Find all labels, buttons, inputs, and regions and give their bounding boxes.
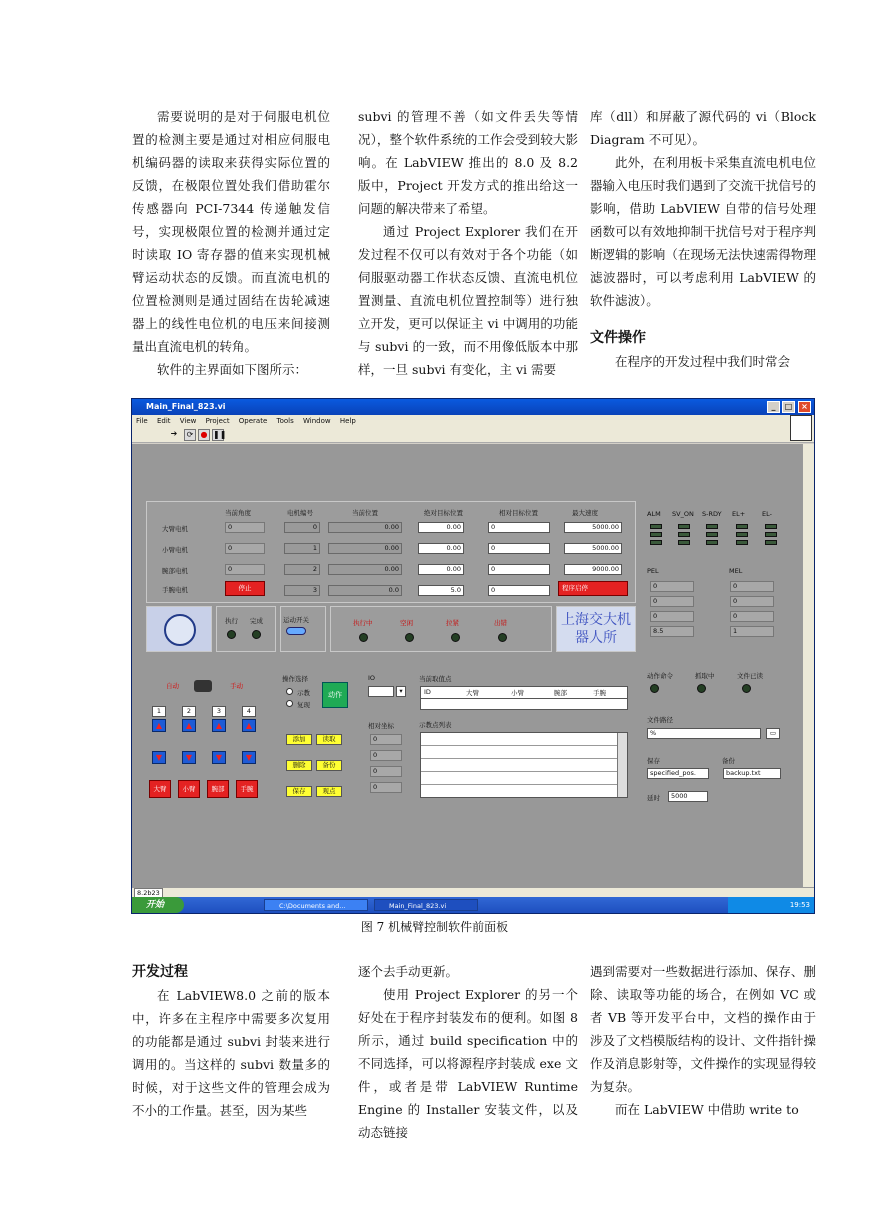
joint-down-button[interactable]: ▼ [182, 751, 196, 764]
text-column-2 [358, 105, 578, 381]
text-column-5 [358, 960, 578, 1144]
state-label: 出错 [494, 619, 507, 627]
joint-number: 4 [242, 706, 256, 717]
pel-field: 0 [650, 581, 694, 592]
motion-switch-toggle[interactable] [286, 627, 306, 635]
status-label: SV_ON [672, 510, 694, 518]
rel-coord-field: 0 [370, 782, 402, 793]
state-label: 拉紧 [446, 619, 459, 627]
col-header: 最大速度 [572, 509, 598, 517]
el-plus-led [736, 524, 748, 529]
figure-caption: 图 7 机械臂控制软件前面板 [360, 920, 509, 934]
joint-button[interactable]: 手腕 [236, 780, 258, 798]
text-column-4 [132, 960, 330, 1122]
joint-up-button[interactable]: ▲ [242, 719, 256, 732]
table-divider [421, 698, 627, 699]
menu-file[interactable]: File [136, 417, 148, 425]
position-field: 0.00 [328, 522, 402, 533]
abs-target-input[interactable]: 0.00 [418, 564, 464, 575]
paragraph: 在程序的开发过程中我们时常会 [615, 354, 791, 369]
joint-up-button[interactable]: ▲ [152, 719, 166, 732]
op-option: 复现 [297, 701, 310, 709]
list-scrollbar[interactable] [617, 733, 627, 797]
labview-window [131, 398, 815, 914]
section-heading: 开发过程 [132, 964, 188, 980]
text-column-6 [590, 960, 816, 1121]
menu-bar [132, 415, 814, 427]
menu-window[interactable]: Window [303, 417, 331, 425]
alm-led [650, 524, 662, 529]
state-box [330, 606, 552, 652]
pel-field: 0 [650, 596, 694, 607]
mel-field: 0 [730, 581, 774, 592]
vi-icon [790, 415, 812, 441]
joint-number: 3 [212, 706, 226, 717]
pause-icon[interactable]: ❚❚ [213, 430, 227, 439]
windows-taskbar [132, 897, 815, 913]
motor-id-field: 0 [284, 522, 320, 533]
exec-box [216, 606, 276, 652]
exec-label: 执行 [225, 617, 238, 625]
state-label: 执行中 [353, 619, 373, 627]
done-led [252, 630, 261, 639]
backup-file-label: 备份 [722, 757, 735, 765]
alm-led [650, 540, 662, 545]
motion-switch-label: 运动开关 [283, 616, 309, 624]
run-continuous-icon[interactable]: ⟳ [184, 429, 196, 441]
rel-target-input[interactable]: 0 [488, 564, 550, 575]
menu-help[interactable]: Help [339, 417, 356, 425]
mel-field: 0 [730, 611, 774, 622]
done-label: 完成 [250, 617, 263, 625]
el-minus-led [765, 532, 777, 537]
paragraph: 而在 LabVIEW 中借助 write to [615, 1102, 799, 1117]
paragraph: 通过 Project Explorer 我们在开发过程不仅可以有效对于各个功能（如伺服驱动器工作状态反馈、直流电机位置测量、直流电机位置控制等）进行独立开发，更可以保证主 vi 中调用的功能与 subvi 的一致，而不用像低版本中那样，一旦 subvi 有变化，主 vi 需要 [358, 224, 578, 377]
joint-down-button[interactable]: ▼ [242, 751, 256, 764]
joint-button[interactable]: 腕部 [207, 780, 229, 798]
paragraph: 在 LabVIEW8.0 之前的版本中，许多在主程序中需要多次复用的功能都是通过 subvi 封装来进行调用的。当这样的 subvi 数量多的时候，对于这些文件的管理会成为不小的工作量。甚至，因为某些 [132, 988, 330, 1118]
teach-list-label: 示教点列表 [419, 721, 452, 729]
col-header: 相对目标位置 [499, 509, 538, 517]
angle-field: 0 [225, 543, 265, 554]
joint-button[interactable]: 大臂 [149, 780, 171, 798]
joint-number: 1 [152, 706, 166, 717]
mel-field: 1 [730, 626, 774, 637]
file-path-input[interactable]: % [647, 728, 761, 739]
paragraph: 库（dll）和屏蔽了源代码的 vi（Block Diagram 不可见）。 [590, 109, 816, 147]
grabbing-led [697, 684, 706, 693]
sv-on-led [678, 540, 690, 545]
window-title: Main_Final_823.vi [146, 402, 226, 411]
el-minus-led [765, 540, 777, 545]
alm-led [650, 532, 662, 537]
io-dropdown-icon[interactable]: ▾ [396, 686, 406, 697]
el-minus-led [765, 524, 777, 529]
toolbar [132, 427, 814, 443]
teach-radio[interactable] [286, 688, 293, 695]
add-button[interactable]: 添加 [286, 734, 312, 745]
menu-view[interactable]: View [179, 417, 197, 425]
version-label: 8.2b23 [134, 888, 163, 899]
sv-on-led [678, 524, 690, 529]
col-header: 当前角度 [225, 509, 251, 517]
vertical-scrollbar[interactable] [802, 444, 814, 887]
taskbar-item[interactable]: C:\Documents and... [264, 899, 368, 911]
abs-target-input[interactable]: 5.0 [418, 585, 464, 596]
front-panel [132, 444, 815, 887]
menu-operate[interactable]: Operate [238, 417, 268, 425]
point-header: 手腕 [593, 689, 606, 697]
view-button[interactable]: 观点 [316, 786, 342, 797]
auto-manual-switch[interactable] [194, 680, 212, 692]
save-file-input[interactable]: specified_pos. [647, 768, 709, 779]
joint-number: 2 [182, 706, 196, 717]
close-icon[interactable]: × [798, 401, 811, 413]
text-column-1 [132, 105, 330, 381]
pel-field: 8.5 [650, 626, 694, 637]
paragraph: 遇到需要对一些数据进行添加、保存、删除、读取等功能的场合，在例如 VC 或者 VB 等开发平台中，文档的操作由于涉及了文档模版结构的设计、文件指针操作及消息影射等，文件操作的实现显得较为复杂。 [590, 964, 816, 1094]
row-label: 腕部电机 [162, 567, 188, 575]
joint-down-button[interactable]: ▼ [212, 751, 226, 764]
read-button[interactable]: 读取 [316, 734, 342, 745]
current-point-table [420, 686, 628, 710]
max-speed-input[interactable]: 5000.00 [564, 543, 622, 554]
backup-button[interactable]: 备份 [316, 760, 342, 771]
joint-up-button[interactable]: ▲ [212, 719, 226, 732]
abs-target-input[interactable]: 0.00 [418, 522, 464, 533]
start-label: 开始 [146, 900, 165, 910]
position-field: 0.00 [328, 564, 402, 575]
paragraph: 逐个去手动更新。 [358, 964, 459, 979]
delete-button[interactable]: 删除 [286, 760, 312, 771]
error-led [498, 633, 507, 642]
manual-label: 手动 [230, 682, 243, 690]
text-column-3 [590, 105, 816, 373]
s-rdy-led [706, 532, 718, 537]
grabbing-label: 抓取中 [695, 672, 715, 680]
point-header: ID [424, 688, 431, 696]
menu-edit[interactable]: Edit [156, 417, 171, 425]
io-label: IO [368, 674, 376, 682]
io-field[interactable] [368, 686, 394, 697]
rel-coord-label: 相对坐标 [368, 722, 394, 730]
current-point-label: 当前取值点 [419, 675, 452, 683]
horizontal-scrollbar[interactable] [132, 887, 815, 897]
tighten-led [451, 633, 460, 642]
run-arrow-icon[interactable]: ➔ [170, 429, 178, 438]
folder-icon[interactable]: ▭ [766, 728, 780, 739]
logo-box [146, 606, 212, 652]
angle-field: 0 [225, 564, 265, 575]
rel-coord-field: 0 [370, 750, 402, 761]
status-label: EL+ [732, 510, 746, 518]
point-header: 腕部 [554, 689, 567, 697]
clock: 19:53 [789, 901, 810, 909]
teach-point-list[interactable] [420, 732, 628, 798]
maximize-icon[interactable]: □ [782, 401, 795, 413]
position-field: 0.0 [328, 585, 402, 596]
system-tray [728, 897, 815, 913]
state-label: 空闲 [400, 619, 413, 627]
abs-target-input[interactable]: 0.00 [418, 543, 464, 554]
motor-id-field: 1 [284, 543, 320, 554]
action-cmd-label: 动作命令 [647, 672, 673, 680]
status-label: ALM [647, 510, 661, 518]
motor-id-field: 2 [284, 564, 320, 575]
idle-led [405, 633, 414, 642]
backup-file-input[interactable]: backup.txt [723, 768, 781, 779]
start-button[interactable] [132, 897, 184, 913]
pel-field: 0 [650, 611, 694, 622]
el-plus-led [736, 540, 748, 545]
run-toggle-button[interactable]: 程序启停 [558, 581, 628, 596]
minimize-icon[interactable]: _ [767, 401, 780, 413]
abort-icon[interactable]: ● [198, 429, 210, 441]
save-file-label: 保存 [647, 757, 660, 765]
max-speed-input[interactable]: 5000.00 [564, 522, 622, 533]
joint-down-button[interactable]: ▼ [152, 751, 166, 764]
point-header: 大臂 [466, 689, 479, 697]
op-select-label: 操作选择 [282, 675, 308, 683]
rel-target-input[interactable]: 0 [488, 543, 550, 554]
save-button[interactable]: 保存 [286, 786, 312, 797]
status-label: EL- [762, 510, 772, 518]
paragraph: 此外，在利用板卡采集直流电机电位器输入电压时我们遇到了交流干扰信号的影响，借助 LabVIEW 自带的信号处理函数可以有效地抑制干扰信号对于程序判断逻辑的影响（在现场无法快速需得物理滤波器时，可以考虑利用 LabVIEW 的软件滤波）。 [590, 155, 816, 308]
window-titlebar [132, 399, 814, 415]
paragraph: subvi 的管理不善（如文件丢失等情况），整个软件系统的工作会受到较大影响。在 LabVIEW 推出的 8.0 及 8.2 版中，Project 开发方式的推出给这一问题的解决带来了希望。 [358, 109, 578, 216]
position-field: 0.00 [328, 543, 402, 554]
auto-label: 自动 [166, 682, 179, 690]
max-speed-input[interactable]: 9000.00 [564, 564, 622, 575]
paragraph: 需要说明的是对于伺服电机位置的检测主要是通过对相应伺服电机编码器的读取来获得实际位置的反馈，在极限位置处我们借助霍尔传感器向 PCI-7344 传递触发信号，实现极限位置的检测并通过定时读取 IO 寄存器的值来实现机械臂运动状态的反馈。而直流电机的位置检测则是通过固结在齿轮减速器上的线性电位机的电压来间接测量出直流电机的转角。 [132, 109, 330, 354]
replay-radio[interactable] [286, 700, 293, 707]
rel-coord-field: 0 [370, 766, 402, 777]
status-label: S-RDY [702, 510, 722, 518]
file-read-led [742, 684, 751, 693]
rel-target-input[interactable]: 0 [488, 522, 550, 533]
pel-label: PEL [647, 567, 659, 575]
file-path-label: 文件路径 [647, 716, 673, 724]
running-led [359, 633, 368, 642]
joint-up-button[interactable]: ▲ [182, 719, 196, 732]
el-plus-led [736, 532, 748, 537]
delay-input[interactable]: 5000 [668, 791, 708, 802]
delay-label: 延时 [647, 794, 660, 802]
col-header: 电机编号 [287, 509, 313, 517]
s-rdy-led [706, 540, 718, 545]
lab-logo: 上海交大机器人所 [556, 606, 636, 652]
file-read-label: 文件已读 [737, 672, 763, 680]
rel-target-input[interactable]: 0 [488, 585, 550, 596]
s-rdy-led [706, 524, 718, 529]
row-label: 大臂电机 [162, 525, 188, 533]
mel-label: MEL [729, 567, 743, 575]
menu-tools[interactable]: Tools [276, 417, 294, 425]
paragraph: 软件的主界面如下图所示： [157, 362, 308, 377]
motor-id-field: 3 [284, 585, 320, 596]
op-option: 示教 [297, 689, 310, 697]
section-heading: 文件操作 [590, 330, 646, 346]
menu-project[interactable]: Project [205, 417, 230, 425]
paragraph: 使用 Project Explorer 的另一个好处在于程序封装发布的便利。如图 8 所示，通过 build specification 中的不同选择，可以将源程序封装成 exe 文件，或者是带 LabVIEW Runtime Engine 的 Installer 安装文件，以及动态链接 [358, 987, 578, 1140]
action-button[interactable]: 动作 [322, 682, 348, 708]
angle-field: 0 [225, 522, 265, 533]
row-label: 小臂电机 [162, 546, 188, 554]
mel-field: 0 [730, 596, 774, 607]
taskbar-item[interactable]: Main_Final_823.vi [374, 899, 478, 911]
university-seal-icon [164, 614, 196, 646]
exec-led [227, 630, 236, 639]
action-cmd-led [650, 684, 659, 693]
col-header: 当前位置 [352, 509, 378, 517]
rel-coord-field: 0 [370, 734, 402, 745]
joint-button[interactable]: 小臂 [178, 780, 200, 798]
row-label: 手腕电机 [162, 586, 188, 594]
stop-button[interactable]: 停止 [225, 581, 265, 596]
col-header: 绝对目标位置 [424, 509, 463, 517]
point-header: 小臂 [511, 689, 524, 697]
sv-on-led [678, 532, 690, 537]
